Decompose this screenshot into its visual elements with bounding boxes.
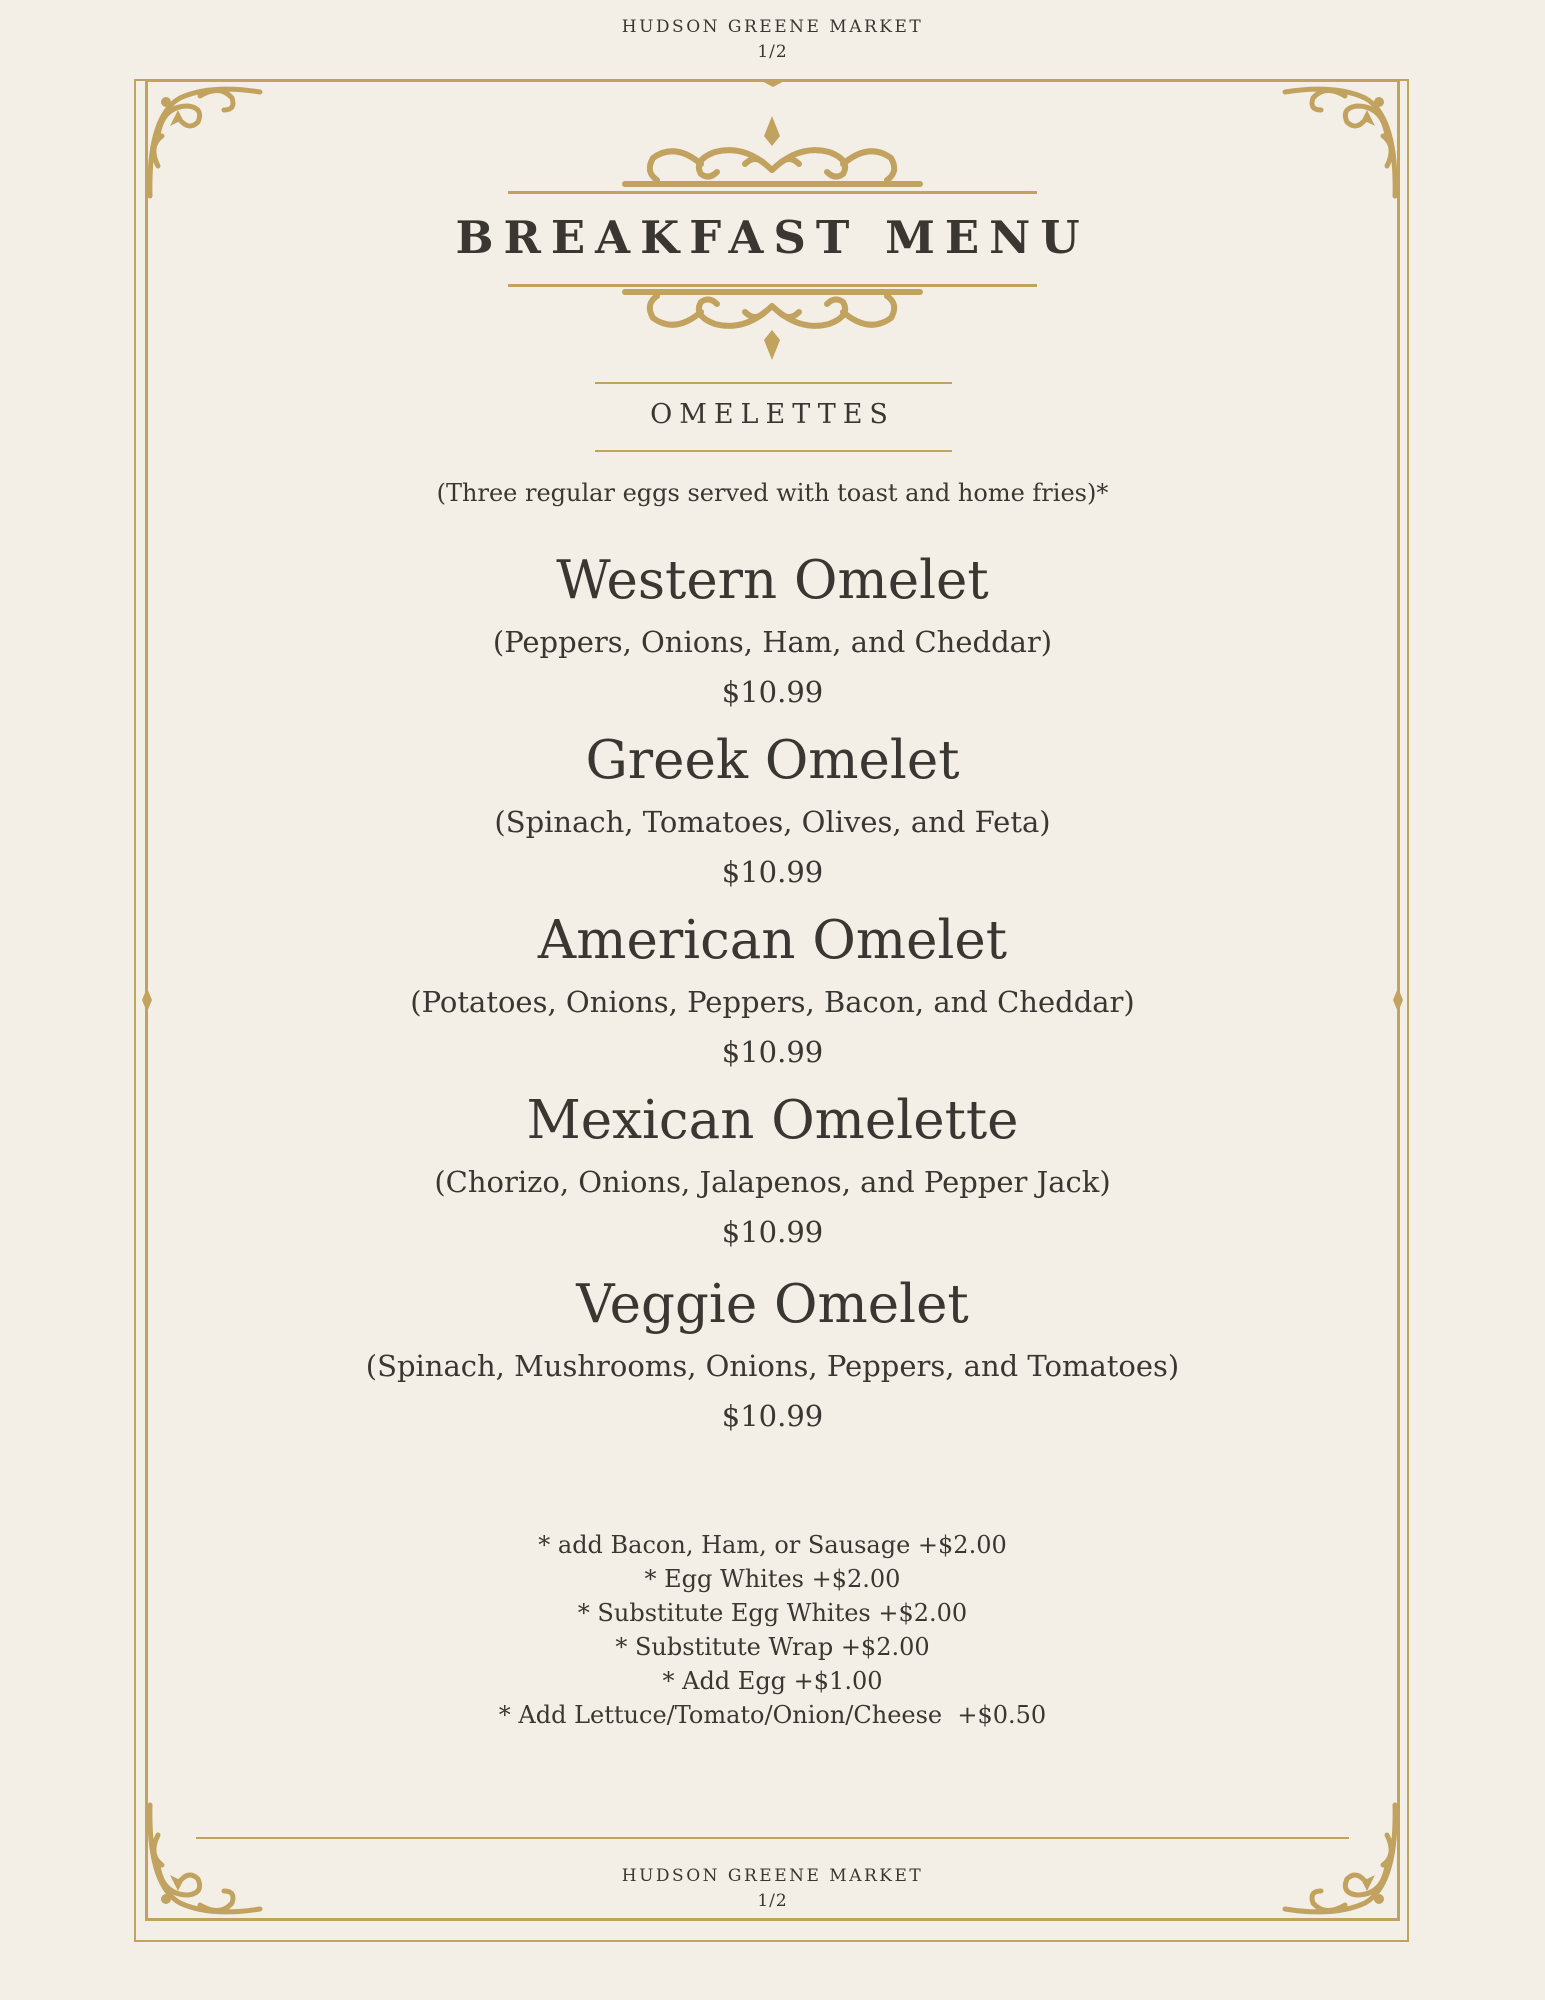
menu-item-name: Veggie Omelet [576,1274,969,1335]
menu-item-price: $10.99 [721,855,824,889]
add-on-item: * Egg Whites +$2.00 [644,1565,901,1593]
add-on-list [0,1528,1545,1732]
title-ornament-bottom [605,286,940,362]
title-ornament-top [605,114,940,190]
add-on-item: * Add Lettuce/Tomato/Onion/Cheese +$0.50 [498,1701,1047,1729]
corner-flourish-top-right [1275,76,1405,206]
menu-item-description: (Peppers, Onions, Ham, and Cheddar) [492,625,1053,659]
add-on-item: * Substitute Egg Whites +$2.00 [577,1599,968,1627]
menu-item-description: (Chorizo, Onions, Jalapenos, and Pepper Jack) [434,1165,1111,1199]
header-market-name: HUDSON GREENE MARKET [621,17,924,37]
top-center-notch-ornament [758,79,788,89]
menu-item-name: American Omelet [537,910,1008,971]
section-rule-top [595,382,952,384]
footer-rule [196,1837,1349,1839]
menu-item-description: (Spinach, Mushrooms, Onions, Peppers, and Tomatoes) [365,1349,1180,1383]
header-page-number: 1/2 [757,42,788,62]
menu-item-price: $10.99 [721,675,824,709]
footer-market-name: HUDSON GREENE MARKET [621,1866,924,1886]
menu-item-name: Western Omelet [556,550,989,611]
menu-item [0,905,1545,1085]
menu-item [0,545,1545,725]
menu-item-description: (Spinach, Tomatoes, Olives, and Feta) [494,805,1051,839]
menu-title: BREAKFAST MENU [455,211,1090,264]
menu-item-name: Mexican Omelette [526,1090,1019,1151]
menu-item-name: Greek Omelet [585,730,960,791]
add-on-item: * Add Egg +$1.00 [662,1667,883,1695]
section-heading-omelettes: OMELETTES [650,399,895,430]
page-header [0,15,1545,65]
menu-item-price: $10.99 [721,1215,824,1249]
menu-item [0,1085,1545,1269]
page-footer [0,1864,1545,1914]
add-on-item: * add Bacon, Ham, or Sausage +$2.00 [538,1531,1007,1559]
section-intro: (Three regular eggs served with toast and home fries)* [436,479,1109,507]
menu-item-description: (Potatoes, Onions, Peppers, Bacon, and Cheddar) [410,985,1135,1019]
add-on-item: * Substitute Wrap +$2.00 [615,1633,930,1661]
section-rule-bottom [595,450,952,452]
corner-flourish-top-left [140,76,270,206]
menu-item-price: $10.99 [721,1035,824,1069]
menu-item [0,725,1545,905]
menu-items [0,545,1545,1449]
footer-page-number: 1/2 [757,1891,788,1911]
menu-item [0,1269,1545,1449]
title-rule-top [508,191,1037,194]
menu-item-price: $10.99 [721,1399,824,1433]
